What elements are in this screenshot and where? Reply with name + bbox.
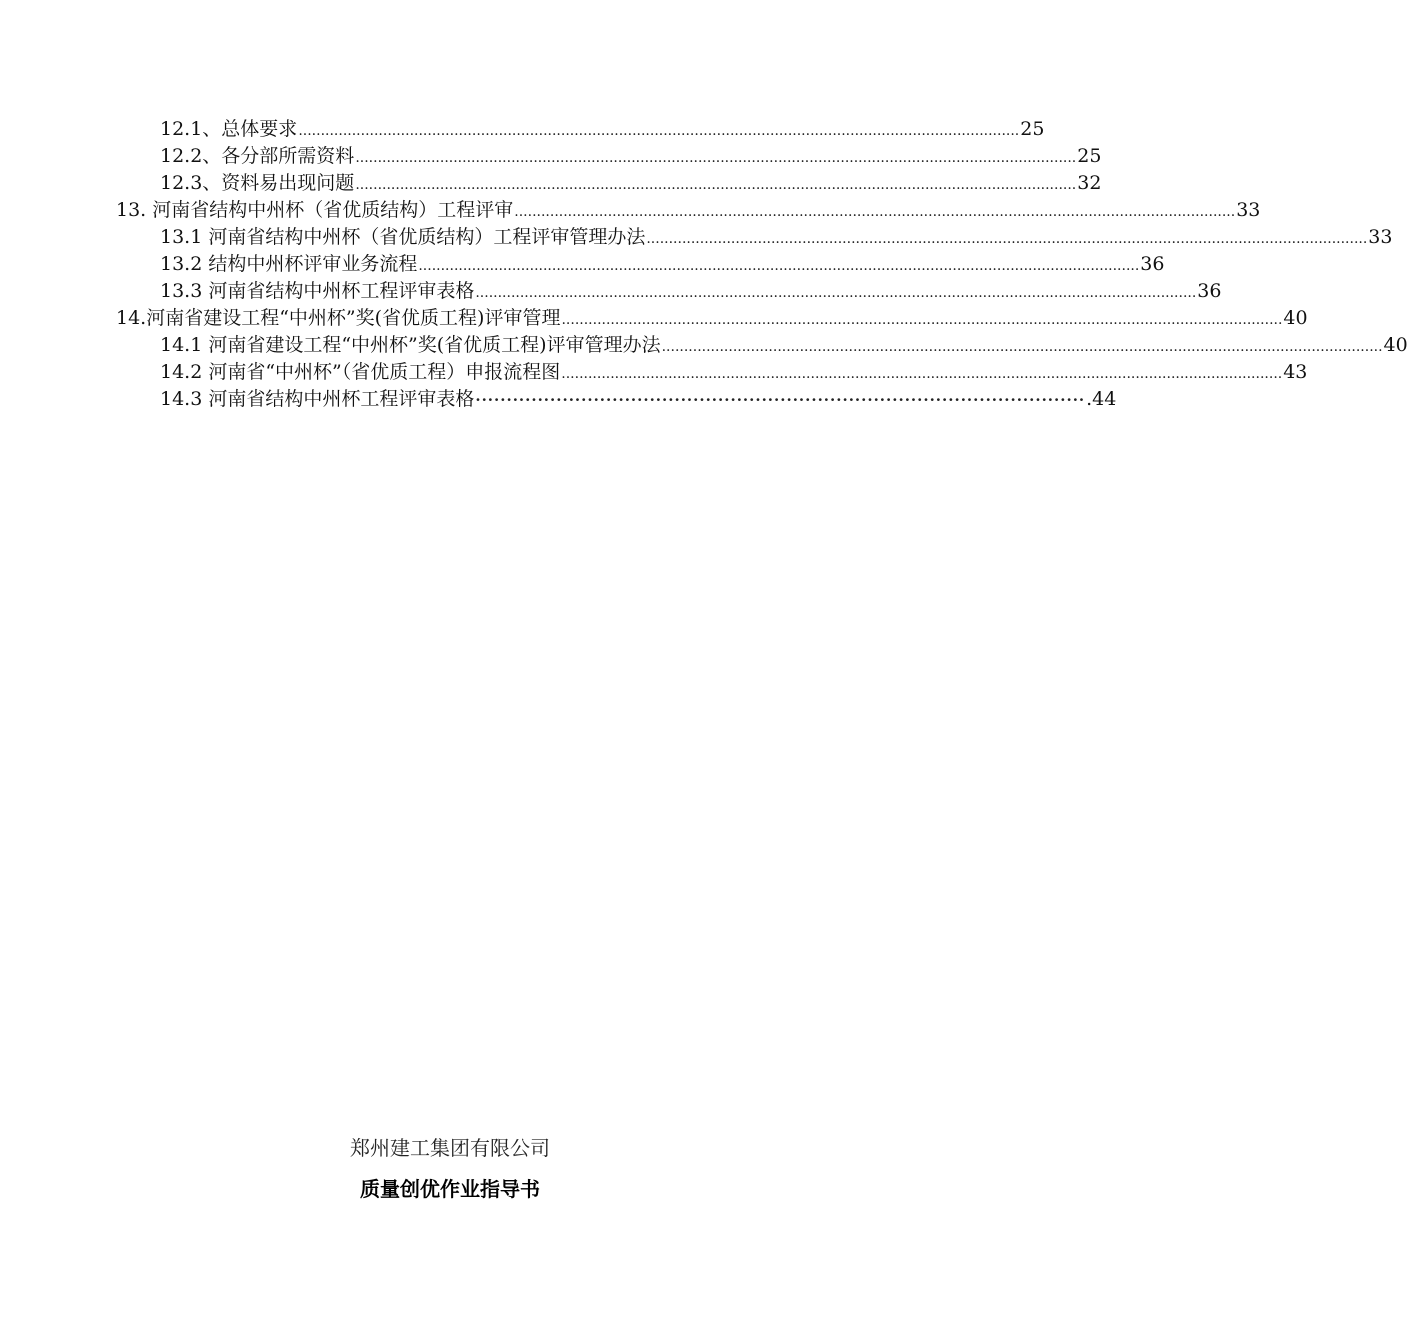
toc-dot-leader: .................................................................................................................................................................. <box>514 204 1236 220</box>
toc-entry[interactable] <box>160 386 1117 413</box>
toc-entry-title: 12.1、总体要求 <box>160 118 298 140</box>
toc-entry-page: 33 <box>1368 226 1393 248</box>
toc-dot-leader: .................................................................................................................................................................. <box>646 231 1368 247</box>
toc-entry-title: 13.3 河南省结构中州杯工程评审表格 <box>160 280 475 302</box>
toc-entry-title: 13.1 河南省结构中州杯（省优质结构）工程评审管理办法 <box>160 226 646 248</box>
toc-entry[interactable] <box>160 332 1408 359</box>
toc-entry-page: 43 <box>1283 361 1308 383</box>
toc-dot-leader: .................................................................................................................................................................. <box>418 258 1140 274</box>
toc-dot-leader: .................................................................................................................................................................. <box>561 366 1283 382</box>
toc-entry-title: 14.3 河南省结构中州杯工程评审表格 <box>160 388 475 410</box>
toc-entry-title: 13. 河南省结构中州杯（省优质结构）工程评审 <box>116 199 514 221</box>
toc-entry-page: 32 <box>1077 172 1102 194</box>
toc-dot-leader: .................................................................................................................................................................. <box>475 285 1197 301</box>
toc-entry[interactable] <box>160 278 1222 305</box>
document-subtitle: 质量创优作业指导书 <box>360 1177 540 1201</box>
toc-entry[interactable] <box>160 224 1393 251</box>
company-name: 郑州建工集团有限公司 <box>350 1136 550 1160</box>
toc-entry[interactable] <box>160 170 1102 197</box>
toc-dot-leader: .................................................................................................................................................................. <box>355 177 1077 193</box>
toc-entry-page: 25 <box>1020 118 1045 140</box>
toc-entry-title: 12.3、资料易出现问题 <box>160 172 355 194</box>
toc-entry[interactable] <box>160 359 1308 386</box>
toc-dot-leader: .................................................................................................................................................................. <box>561 312 1283 328</box>
toc-entry-page: 40 <box>1283 307 1308 329</box>
toc-entry-title: 14.1 河南省建设工程“中州杯”奖(省优质工程)评审管理办法 <box>160 334 661 356</box>
toc-entry-page: .44 <box>1086 388 1117 410</box>
toc-entry[interactable] <box>160 251 1165 278</box>
toc-entry-title: 14.2 河南省“中州杯”（省优质工程）申报流程图 <box>160 361 561 383</box>
toc-entry-title: 13.2 结构中州杯评审业务流程 <box>160 253 418 275</box>
toc-entry-title: 12.2、各分部所需资料 <box>160 145 355 167</box>
toc-entry-title: 14.河南省建设工程“中州杯”奖(省优质工程)评审管理 <box>116 307 561 329</box>
toc-entry[interactable] <box>160 143 1102 170</box>
toc-entry-page: 33 <box>1236 199 1261 221</box>
toc-entry[interactable] <box>116 197 1261 224</box>
toc-entry[interactable] <box>160 116 1045 143</box>
toc-dot-leader: .................................................................................................................................................................. <box>661 339 1383 355</box>
toc-entry[interactable] <box>116 305 1308 332</box>
toc-dot-leader: .................................................................................................................................................................. <box>298 123 1020 139</box>
toc-dot-leader: ·································································································· <box>475 391 1086 409</box>
toc-entry-page: 40 <box>1383 334 1408 356</box>
toc-entry-page: 36 <box>1197 280 1222 302</box>
toc-entry-page: 25 <box>1077 145 1102 167</box>
toc-entry-page: 36 <box>1140 253 1165 275</box>
toc-dot-leader: .................................................................................................................................................................. <box>355 150 1077 166</box>
